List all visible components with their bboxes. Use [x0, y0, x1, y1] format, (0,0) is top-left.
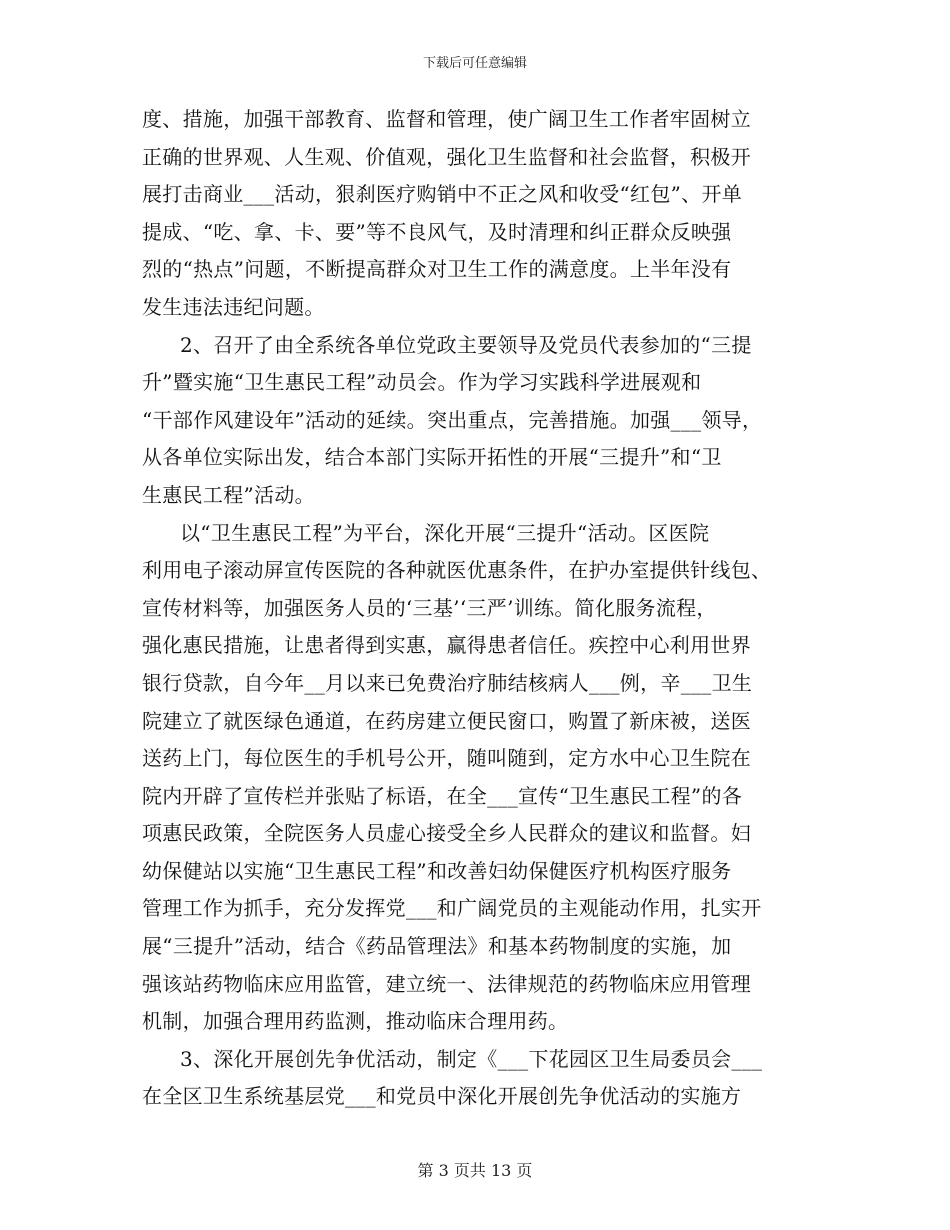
text-line: 正确的世界观、人生观、价值观，强化卫生监督和社会监督，积极开: [142, 144, 751, 169]
text-line: “干部作风建设年”活动的延续。突出重点，完善措施。加强___领导，: [142, 407, 763, 432]
text-line: 项惠民政策，全院医务人员虚心接受全乡人民群众的建议和监督。妇: [142, 821, 751, 846]
text-line: 发生违法违纪问题。: [142, 294, 325, 319]
text-line: 在全区卫生系统基层党___和党员中深化开展创先争优活动的实施方: [142, 1084, 742, 1109]
document-body: [142, 101, 822, 1116]
text-line: 提成、“吃、拿、卡、要”等不良风气，及时清理和纠正群众反映强: [142, 219, 732, 244]
text-line: 院建立了就医绿色通道，在药房建立便民窗口，购置了新床被，送医: [142, 708, 751, 733]
text-line: 展“三提升”活动，结合《药品管理法》和基本药物制度的实施，加: [142, 934, 732, 959]
text-line: 机制，加强合理用药监测，推动临床合理用药。: [142, 1009, 569, 1034]
text-line: 升”暨实施“卫生惠民工程”动员会。作为学习实践科学进展观和: [142, 370, 702, 395]
text-line: 强该站药物临床应用监管，建立统一、法律规范的药物临床应用管理: [142, 971, 751, 996]
text-line: 宣传材料等，加强医务人员的‘三基’‘三严’训练。简化服务流程，: [142, 595, 717, 620]
text-line: 从各单位实际出发，结合本部门实际开拓性的开展“三提升”和“卫: [142, 445, 722, 470]
text-line: 银行贷款，自今年__月以来已免费治疗肺结核病人___例，辛___卫生: [142, 670, 753, 695]
text-line: 幼保健站以实施“卫生惠民工程”和改善妇幼保健医疗机构医疗服务: [142, 858, 732, 883]
page-header: 下载后可任意编辑: [422, 56, 527, 71]
text-line: 院内开辟了宣传栏并张贴了标语，在全___宣传“卫生惠民工程”的各: [142, 783, 743, 808]
page-footer-pagination: 第 3 页共 13 页: [417, 1161, 533, 1180]
text-line: 度、措施，加强干部教育、监督和管理，使广阔卫生工作者牢固树立: [142, 107, 751, 131]
paragraph-start-line: 3、深化开展创先争优活动，制定《___下花园区卫生局委员会___: [180, 1046, 763, 1071]
text-line: 管理工作为抓手，充分发挥党___和广阔党员的主观能动作用，扎实开: [142, 896, 762, 921]
text-line: 利用电子滚动屏宣传医院的各种就医优惠条件，在护办室提供针线包、: [142, 558, 772, 583]
text-line: 送药上门，每位医生的手机号公开，随叫随到，定方水中心卫生院在: [142, 746, 751, 771]
paragraph-start-line: 2、召开了由全系统各单位党政主要领导及党员代表参加的“三提: [180, 332, 752, 357]
paragraph-start-line: 以“卫生惠民工程”为平台，深化开展“三提升“活动。区医院: [180, 520, 710, 545]
text-line: 强化惠民措施，让患者得到实惠，赢得患者信任。疾控中心利用世界: [142, 633, 751, 658]
text-line: 展打击商业___活动，狠刹医疗购销中不正之风和收受“红包”、开单: [142, 182, 743, 207]
text-line: 生惠民工程”活动。: [142, 482, 315, 507]
text-line: 烈的“热点”问题，不断提高群众对卫生工作的满意度。上半年没有: [142, 257, 732, 282]
